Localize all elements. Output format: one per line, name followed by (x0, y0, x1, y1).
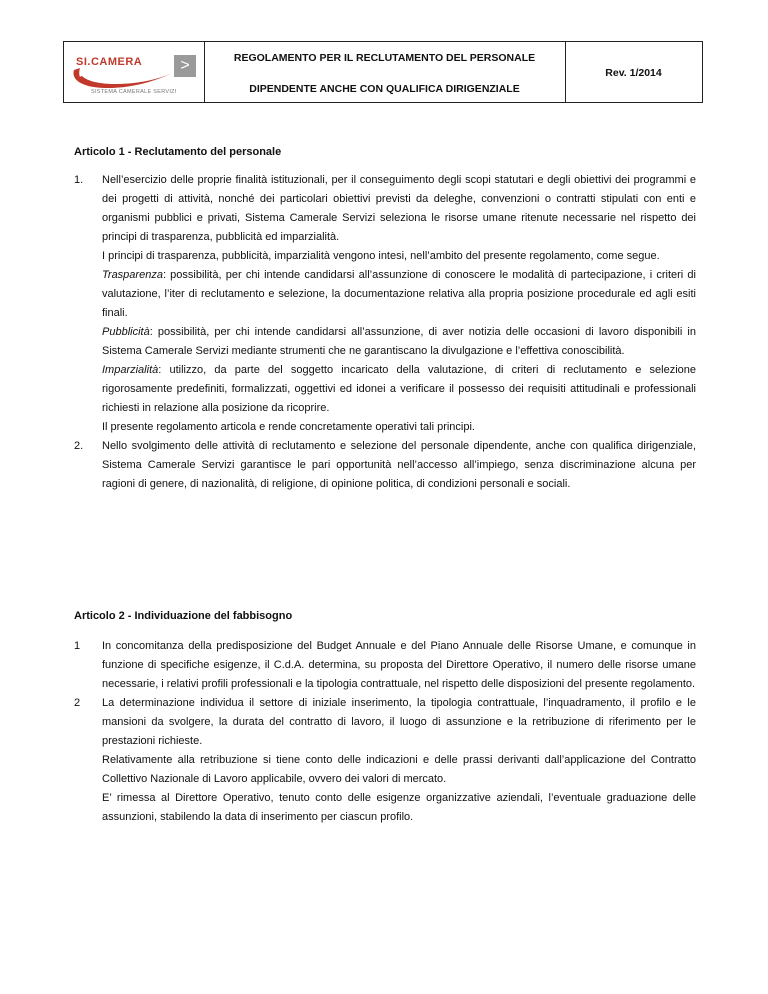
paragraph: La determinazione individua il settore di iniziale inserimento, la tipologia contrattuale, l’inquadramento, il profilo e le mansioni da svolgere, la durata del contratto di lavoro, il luogo di assunzione e la retribuzione di riferimento per le prestazioni richieste. (102, 697, 696, 747)
logo-subtitle: SISTEMA CAMERALE SERVIZI (91, 89, 177, 95)
document-header (63, 41, 703, 103)
title-cell (204, 42, 566, 102)
term: Trasparenza (102, 269, 163, 281)
logo-cell (64, 42, 205, 102)
paragraph: Imparzialità: utilizzo, da parte del soggetto incaricato della valutazione, di criteri di reclutamento e selezione rigorosamente predefiniti, formalizzati, oggettivi ed idonei a verificare il possesso dei requisiti attitudinali e professionali richiesti in relazione alla posizione da ricoprire. (102, 364, 696, 414)
article1-heading: Articolo 1 - Reclutamento del personale (74, 146, 282, 158)
list-item (74, 637, 696, 694)
article1-list (74, 171, 696, 494)
list-item (74, 171, 696, 437)
document-title-line2: DIPENDENTE ANCHE CON QUALIFICA DIRIGENZIALE (249, 83, 520, 95)
item-number: 2. (74, 440, 84, 452)
paragraph: In concomitanza della predisposizione del Budget Annuale e del Piano Annuale delle Risorse Umane, e comunque in funzione di specifiche esigenze, il C.d.A. determina, su proposta del Direttore Operativo, il numero delle risorse umane necessarie, i relativi profili professionali e la tipologia contrattuale, nel rispetto delle disposizioni del presente regolamento. (102, 640, 696, 690)
revision-label: Rev. 1/2014 (605, 67, 662, 79)
logo-name: SI.CAMERA (76, 56, 143, 68)
revision-cell (565, 42, 702, 102)
item-number: 1. (74, 174, 84, 186)
paragraph: Nello svolgimento delle attività di reclutamento e selezione del personale dipendente, anche con qualifica dirigenziale, Sistema Camerale Servizi garantisce le pari opportunità nell’accesso all’impiego, senza discriminazione alcuna per ragioni di genere, di nazionalità, di religione, di opinione politica, di condizioni personali e sociali. (102, 440, 696, 490)
paragraph: Nell’esercizio delle proprie finalità istituzionali, per il conseguimento degli scopi statutari e degli obiettivi dei programmi e dei progetti di attività, nonché dei particolari obiettivi previsti da deleghe, convenzioni o contratti stipulati con enti e organismi pubblici e privati, Sistema Camerale Servizi seleziona le risorse umane ritenute necessarie nel rispetto dei principi di trasparenza, pubblicità ed imparzialità. (102, 174, 696, 243)
article2-heading: Articolo 2 - Individuazione del fabbisogno (74, 610, 293, 622)
list-item (74, 437, 696, 494)
term: Imparzialità (102, 364, 159, 376)
document-title-line1: REGOLAMENTO PER IL RECLUTAMENTO DEL PERSONALE (233, 52, 536, 64)
item-number: 1 (74, 640, 81, 652)
paragraph: Il presente regolamento articola e rende concretamente operativi tali principi. (102, 421, 475, 433)
term: Pubblicità (102, 326, 150, 338)
article2-list (74, 637, 696, 827)
logo-arrow-icon: > (174, 55, 196, 77)
item-number: 2 (74, 697, 81, 709)
paragraph: Trasparenza: possibilità, per chi intende candidarsi all’assunzione di conoscere le modalità di partecipazione, i criteri di valutazione, l’iter di reclutamento e selezione, la documentazione relativa alla propria posizione procedurale ed agli esiti finali. (102, 269, 696, 319)
paragraph: I principi di trasparenza, pubblicità, imparzialità vengono intesi, nell’ambito del presente regolamento, come segue. (102, 250, 660, 262)
paragraph: Relativamente alla retribuzione si tiene conto delle indicazioni e delle prassi derivanti dall’applicazione del Contratto Collettivo Nazionale di Lavoro applicabile, ovvero dei valori di mercato. (102, 754, 696, 785)
list-item (74, 694, 696, 827)
paragraph: E’ rimessa al Direttore Operativo, tenuto conto delle esigenze organizzative aziendali, l’eventuale graduazione delle assunzioni, stabilendo la data di inserimento per ciascun profilo. (102, 792, 696, 823)
paragraph: Pubblicità: possibilità, per chi intende candidarsi all’assunzione, di aver notizia delle occasioni di lavoro disponibili in Sistema Camerale Servizi mediante strumenti che ne garantiscano la divulgazione e l’effettiva conoscibilità. (102, 326, 696, 357)
